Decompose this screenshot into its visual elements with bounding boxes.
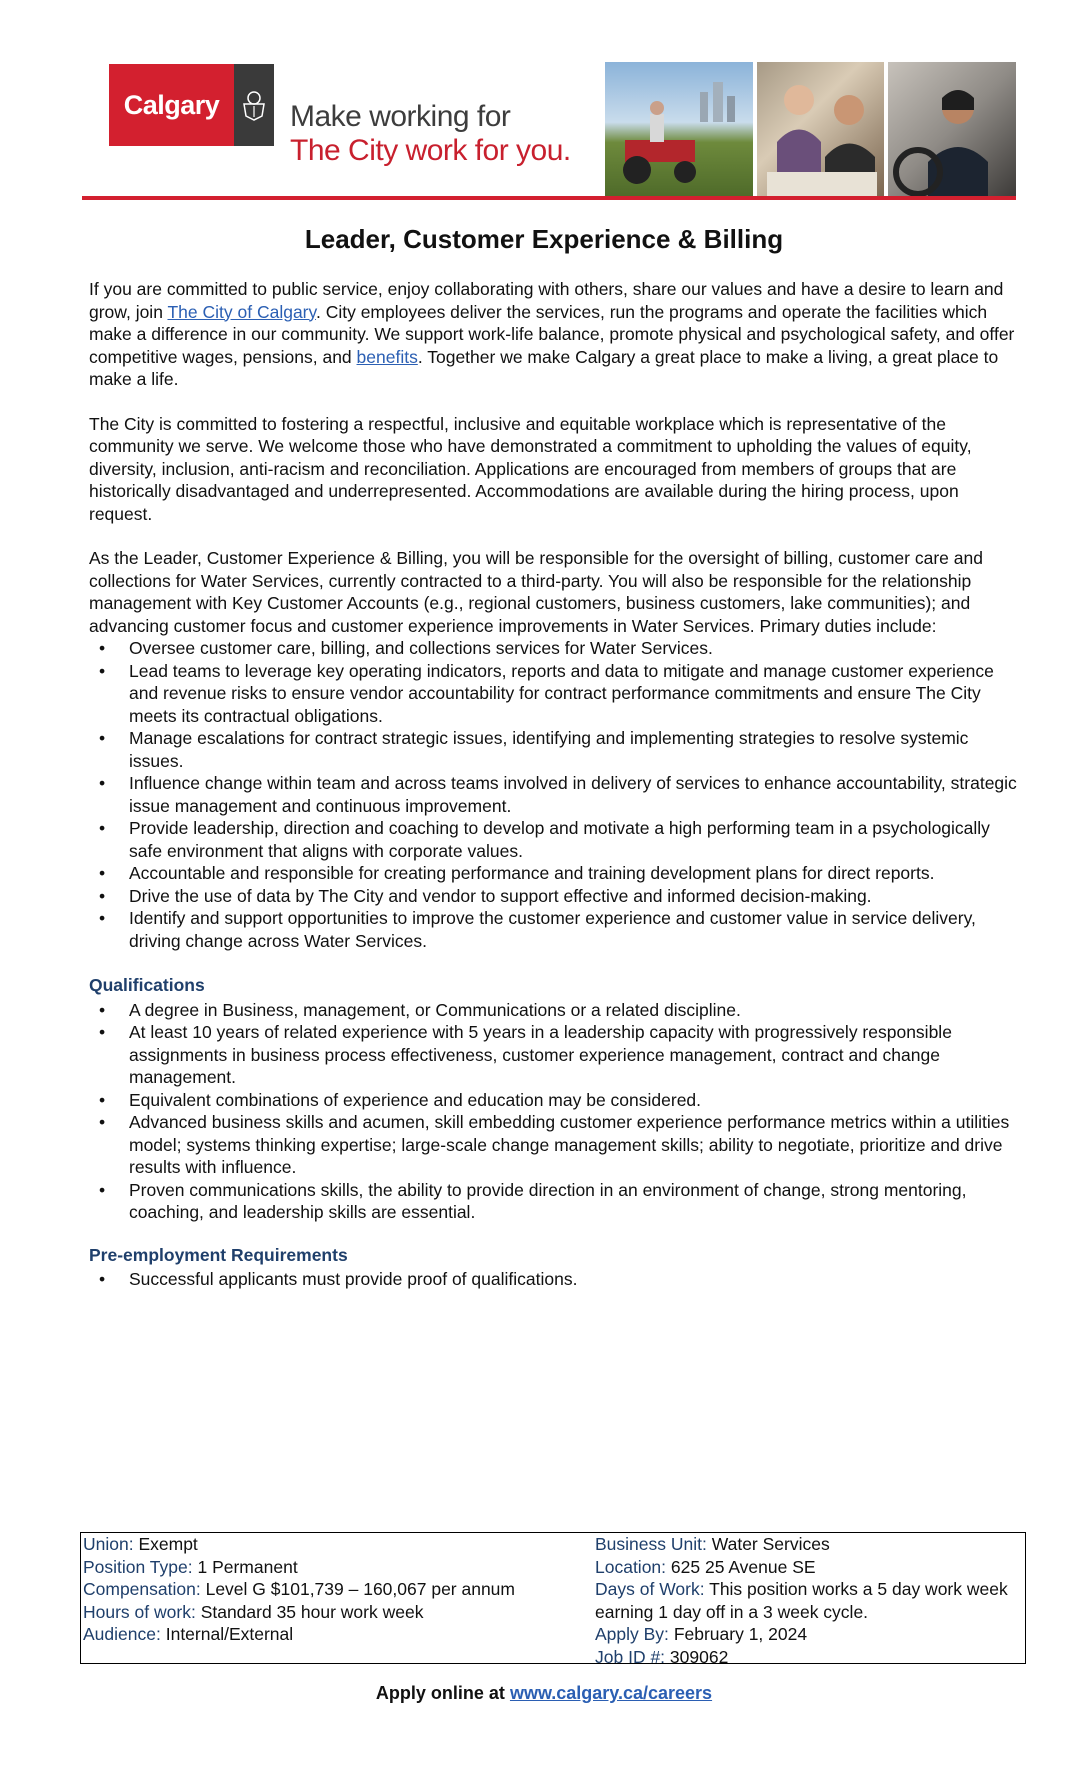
list-item: • A degree in Business, management, or Communications or a related discipline. — [129, 999, 1023, 1022]
list-item: • Successful applicants must provide proof of qualifications. — [129, 1268, 1023, 1291]
audience-value: Internal/External — [165, 1624, 294, 1644]
job-id-label: Job ID #: — [595, 1646, 666, 1667]
hours-label: Hours of work: — [83, 1601, 196, 1622]
tagline — [290, 100, 571, 168]
hours-row — [83, 1601, 523, 1624]
list-item: • At least 10 years of related experience with 5 years in a leadership capacity with progressively responsible assignments in business process effectiveness, customer experience management, contract and change management. — [129, 1021, 1023, 1089]
audience-label: Audience: — [83, 1624, 161, 1644]
list-item: • Oversee customer care, billing, and collections services for Water Services. — [129, 637, 1023, 660]
union-label: Union: — [83, 1534, 134, 1554]
position-type-value: 1 Permanent — [197, 1556, 298, 1577]
list-item: • Equivalent combinations of experience and education may be considered. — [129, 1089, 1023, 1112]
list-item: • Lead teams to leverage key operating indicators, reports and data to mitigate and manage customer experience and revenue risks to ensure vendor accountability for contract performance commitments and ensure The City meets its contractual obligations. — [129, 660, 1023, 728]
benefits-link[interactable]: benefits — [356, 346, 418, 367]
position-type-row — [83, 1556, 523, 1579]
pre-employment-list — [89, 1268, 1023, 1291]
location-label: Location: — [595, 1556, 667, 1577]
days-of-work-value: This position works a 5 day work week earning 1 day off in a 3 week cycle. — [595, 1579, 1008, 1622]
apply-prefix: Apply online at — [375, 1683, 510, 1703]
list-item: • Proven communications skills, the ability to provide direction in an environment of change, strong mentoring, coaching, and leadership skills are essential. — [129, 1179, 1023, 1224]
banner-photos — [605, 62, 1016, 196]
city-crest-icon — [234, 64, 274, 146]
photo-mower — [605, 62, 753, 196]
location-value: 625 25 Avenue SE — [670, 1556, 816, 1577]
logo-text: Calgary — [123, 89, 220, 120]
apply-by-label: Apply By: — [595, 1624, 669, 1644]
union-row — [83, 1533, 523, 1556]
inclusion-paragraph: The City is committed to fostering a respectful, inclusive and equitable workplace which is representative of the community we serve. We welcome those who have demonstrated a commitment to upholding the values of equity, diversity, inclusion, anti-racism and reconciliation. Applications are encouraged from members of groups that are historically disadvantaged and underrepresented. Accommodations are available during the hiring process, upon request. — [89, 413, 972, 524]
list-item: • Influence change within team and across teams involved in delivery of services to enhance accountability, strategic issue management and continuous improvement. — [129, 772, 1023, 817]
header-banner — [82, 62, 1016, 200]
apply-by-row — [595, 1623, 1015, 1646]
business-unit-row — [595, 1533, 1015, 1556]
photo-office-workers — [757, 62, 884, 196]
compensation-label: Compensation: — [83, 1579, 201, 1599]
pre-employment-heading: Pre-employment Requirements — [89, 1244, 348, 1265]
intro-text-1: If you are committed to public service, enjoy collaborating with others, share our values and have a desire to learn and grow, join — [89, 279, 1004, 322]
job-info-table — [80, 1532, 1026, 1667]
business-unit-value: Water Services — [711, 1534, 830, 1554]
city-of-calgary-link[interactable]: The City of Calgary — [167, 301, 316, 322]
list-item: • Provide leadership, direction and coaching to develop and motivate a high performing team in a psychologically safe environment that aligns with corporate values. — [129, 817, 1023, 862]
info-left-column — [83, 1533, 523, 1646]
role-intro-paragraph: As the Leader, Customer Experience & Billing, you will be responsible for the oversight of billing, customer care and collections for Water Services, currently contracted to a third-party. You will also be responsible for the relationship management with Key Customer Accounts (e.g., regional customers, business customers, lake communities); and advancing customer focus and customer experience improvements in Water Services. Primary duties include: — [89, 548, 983, 636]
list-item: • Identify and support opportunities to improve the customer experience and customer value in service delivery, driving change across Water Services. — [129, 907, 1023, 952]
qualifications-heading: Qualifications — [89, 975, 205, 995]
list-item: • Advanced business skills and acumen, skill embedding customer experience performance metrics within a utilities model; systems thinking expertise; large-scale change management skills; ability to negotiate, prioritize and drive results with influence. — [129, 1111, 1023, 1179]
list-item: • Drive the use of data by The City and vendor to support effective and informed decision-making. — [129, 885, 1023, 908]
union-value: Exempt — [138, 1534, 198, 1554]
job-id-row — [595, 1646, 1015, 1669]
location-row — [595, 1556, 1015, 1579]
hours-value: Standard 35 hour work week — [200, 1601, 424, 1622]
business-unit-label: Business Unit: — [595, 1534, 707, 1554]
info-right-column — [595, 1533, 1015, 1668]
calgary-logo — [109, 64, 234, 146]
intro-text-2: . City employees deliver the services, run the programs and operate the facilities which make a difference in our community. We support work-life balance, promote physical and psychological safety, and offer competitive wages, pensions, and — [89, 301, 1015, 367]
qualifications-list — [89, 999, 1023, 1224]
compensation-row — [83, 1578, 523, 1601]
tagline-line2: The City work for you. — [290, 134, 571, 167]
position-type-label: Position Type: — [83, 1556, 193, 1577]
tagline-line1: Make working for — [290, 100, 511, 133]
photo-transit-driver — [888, 62, 1016, 196]
list-item: • Manage escalations for contract strategic issues, identifying and implementing strategies to resolve systemic issues. — [129, 727, 1023, 772]
compensation-value: Level G $101,739 – 160,067 per annum — [205, 1579, 515, 1599]
days-of-work-row — [595, 1578, 1015, 1623]
apply-online — [0, 1683, 1088, 1704]
audience-row — [83, 1623, 523, 1646]
job-description — [89, 278, 1023, 1291]
job-id-value: 309062 — [669, 1646, 729, 1667]
apply-by-value: February 1, 2024 — [673, 1624, 808, 1644]
page-title: Leader, Customer Experience & Billing — [304, 224, 784, 254]
days-of-work-label: Days of Work: — [595, 1579, 705, 1599]
list-item: • Accountable and responsible for creating performance and training development plans for direct reports. — [129, 862, 1023, 885]
careers-link[interactable]: www.calgary.ca/careers — [509, 1683, 713, 1703]
intro-text-3: . Together we make Calgary a great place to make a living, a great place to make a life. — [89, 346, 999, 389]
header-divider — [82, 196, 1016, 200]
intro-paragraph — [89, 278, 1023, 391]
duties-list — [89, 637, 1023, 952]
